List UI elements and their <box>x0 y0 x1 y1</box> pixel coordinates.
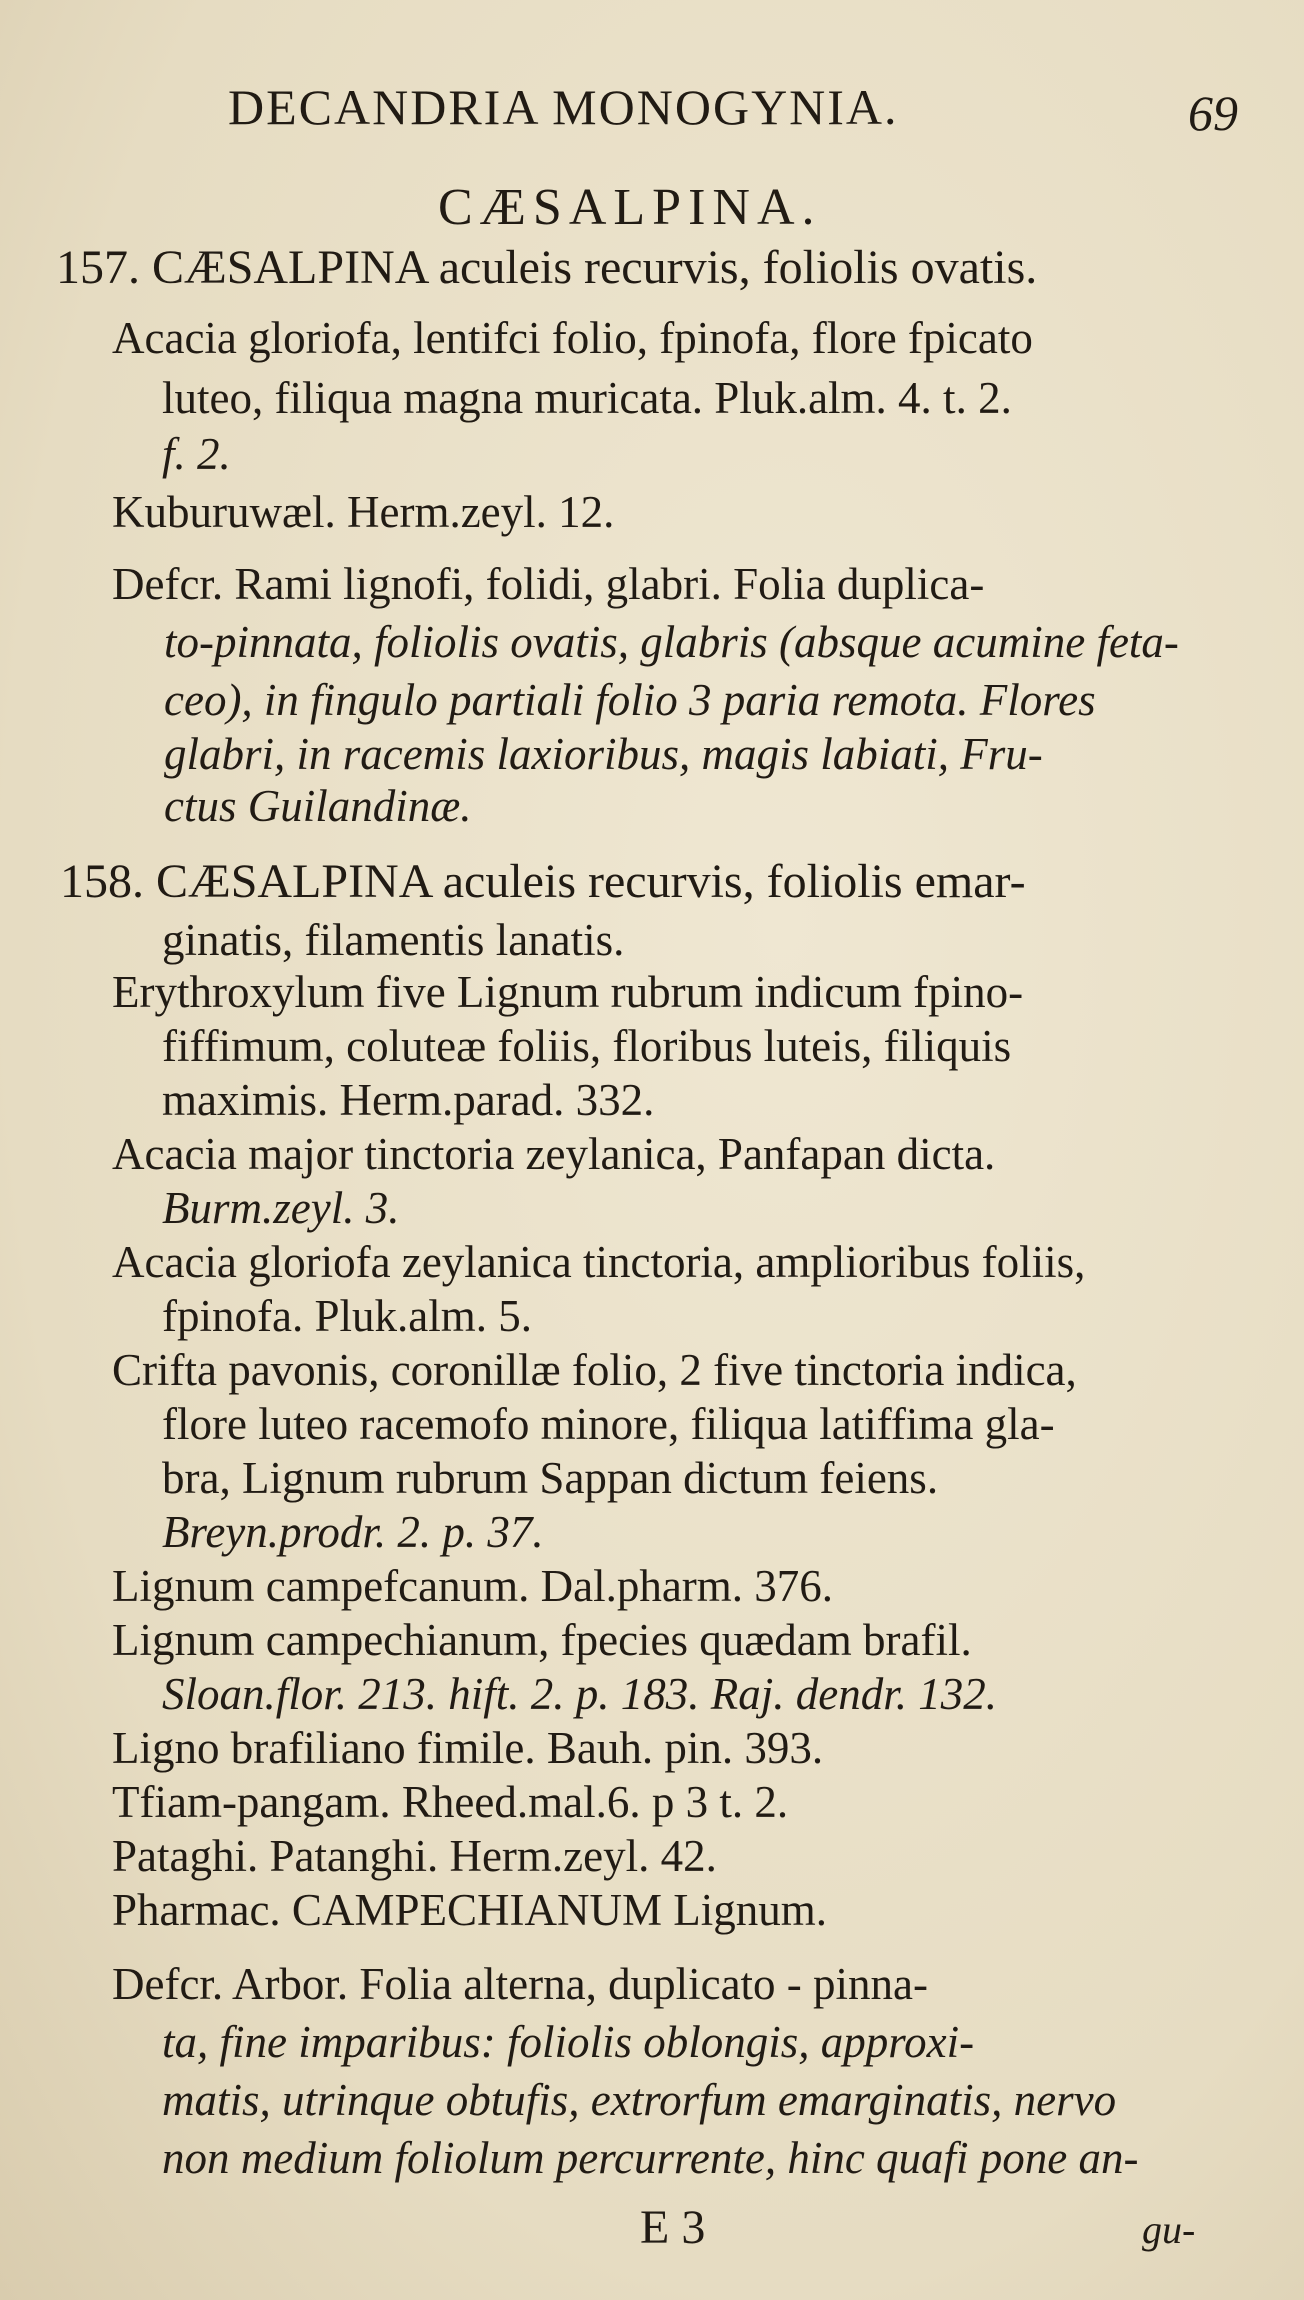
entry-157-description: Defcr. Rami lignofi, folidi, glabri. Folia duplica- <box>112 559 985 609</box>
entry-158-synonym: Erythroxylum five Lignum rubrum indicum fpino- <box>112 967 1024 1017</box>
entry-158-synonym: Tfiam-pangam. Rheed.mal.6. p 3 t. 2. <box>112 1777 789 1827</box>
page-number: 69 <box>1188 85 1238 141</box>
entry-158-synonym: Pharmac. CAMPECHIANUM Lignum. <box>112 1885 827 1935</box>
entry-158-synonym: Lignum campechianum, fpecies quædam brafil. <box>112 1615 972 1665</box>
entry-158-description: ta, fine imparibus: foliolis oblongis, approxi- <box>162 2017 975 2067</box>
entry-158-synonym: Ligno brafiliano fimile. Bauh. pin. 393. <box>112 1723 824 1773</box>
running-header: DECANDRIA MONOGYNIA. <box>228 79 899 135</box>
entry-157-synonym: f. 2. <box>162 429 231 479</box>
entry-158-description: Defcr. Arbor. Folia alterna, duplicato - pinna- <box>112 1959 928 2009</box>
entry-157-description: glabri, in racemis laxioribus, magis labiati, Fru- <box>164 729 1043 779</box>
entry-158-synonym: Lignum campefcanum. Dal.pharm. 376. <box>112 1561 834 1611</box>
signature-mark: E 3 <box>640 2201 706 2254</box>
entry-157-synonym: luteo, filiqua magna muricata. Pluk.alm. 4. t. 2. <box>162 373 1012 423</box>
entry-157-synonym: Acacia gloriofa, lentifci folio, fpinofa, flore fpicato <box>112 313 1033 363</box>
entry-158-synonym: Acacia gloriofa zeylanica tinctoria, amplioribus foliis, <box>112 1237 1086 1287</box>
entry-158-synonym: fpinofa. Pluk.alm. 5. <box>162 1291 532 1341</box>
entry-157-description: ceo), in fingulo partiali folio 3 paria remota. Flores <box>164 675 1096 725</box>
entry-158-synonym: Crifta pavonis, coronillæ folio, 2 five tinctoria indica, <box>112 1345 1077 1395</box>
entry-158-synonym: Pataghi. Patanghi. Herm.zeyl. 42. <box>112 1831 717 1881</box>
entry-157-diagnosis: 157. CÆSALPINA aculeis recurvis, foliolis ovatis. <box>56 241 1038 294</box>
entry-157-description: ctus Guilandinæ. <box>164 781 472 831</box>
entry-158-synonym: Burm.zeyl. 3. <box>162 1183 400 1233</box>
entry-158-synonym: maximis. Herm.parad. 332. <box>162 1075 655 1125</box>
genus-title: CÆSALPINA. <box>438 179 822 236</box>
entry-157-description: to-pinnata, foliolis ovatis, glabris (absque acumine feta- <box>164 617 1179 667</box>
catchword: gu- <box>1142 2207 1196 2252</box>
entry-158-synonym: flore luteo racemofo minore, filiqua latiffima gla- <box>162 1399 1055 1449</box>
entry-157-synonym: Kuburuwæl. Herm.zeyl. 12. <box>112 487 615 537</box>
entry-158-synonym: Sloan.flor. 213. hift. 2. p. 183. Raj. dendr. 132. <box>162 1669 998 1719</box>
entry-158-diagnosis: ginatis, filamentis lanatis. <box>162 915 625 965</box>
entry-158-synonym: Breyn.prodr. 2. p. 37. <box>162 1507 544 1557</box>
entry-158-synonym: Acacia major tinctoria zeylanica, Panfapan dicta. <box>112 1129 996 1179</box>
entry-158-description: non medium foliolum percurrente, hinc quafi pone an- <box>162 2133 1139 2183</box>
entry-158-description: matis, utrinque obtufis, extrorfum emarginatis, nervo <box>162 2075 1117 2125</box>
entry-158-synonym: bra, Lignum rubrum Sappan dictum feiens. <box>162 1453 939 1503</box>
entry-158-diagnosis: 158. CÆSALPINA aculeis recurvis, foliolis emar- <box>60 855 1026 908</box>
entry-158-synonym: fiffimum, coluteæ foliis, floribus luteis, filiquis <box>162 1021 1012 1071</box>
